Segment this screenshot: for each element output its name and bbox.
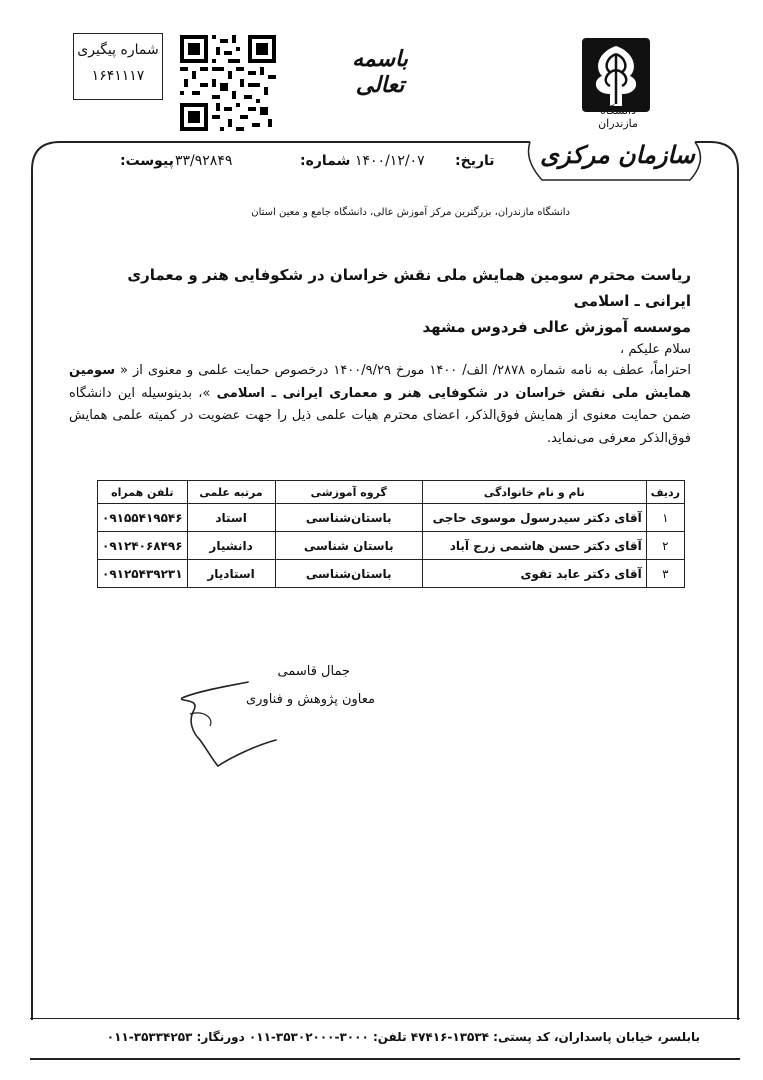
university-name: دانشگاه مازندران	[598, 104, 638, 130]
recipient-line-1: ریاست محترم سومین همایش ملی نقش خراسان در شکوفایی هنر و معماری ایرانی ـ اسلامی	[127, 266, 691, 310]
cell-rank: استاد	[187, 504, 275, 532]
body-conference-name: سومین همایش ملی نقش خراسان در شکوفایی هنر و معماری ایرانی ـ اسلامی	[69, 363, 691, 401]
table-header-row	[98, 481, 685, 504]
cell-name: آقای دکتر عابد تقوی	[422, 560, 646, 588]
header-row-number: ردیف	[646, 481, 684, 504]
signatory-name: جمال قاسمی	[277, 664, 350, 679]
letter-body	[69, 360, 691, 450]
cell-phone: ۰۹۱۲۴۰۶۸۴۹۶	[98, 532, 188, 560]
cell-group: باستان‌شناسی	[275, 504, 422, 532]
header-name: نام و نام خانوادگی	[422, 481, 646, 504]
table-row	[98, 532, 685, 560]
date-label: تاریخ:	[455, 153, 495, 169]
greeting: سلام علیکم ،	[620, 342, 691, 357]
footer-bottom-rule	[30, 1058, 740, 1060]
org-title: سازمان مرکزی	[540, 140, 695, 169]
footer-address: بابلسر، خیابان پاسداران، کد پستی: ۱۳۵۳۴-۴۷۴۱۶ تلفن: ۳۰۰۰-۳۵۳۰۲۰۰۰-۰۱۱ دورنگار: ۳۵۳۳۴۲۵۳-۰۱۱	[106, 1030, 700, 1044]
bismillah-heading: باسمه تعالی	[352, 46, 408, 98]
number-value: ۳۳/۹۲۸۴۹	[175, 153, 233, 169]
cell-phone: ۰۹۱۵۵۴۱۹۵۴۶	[98, 504, 188, 532]
members-table	[97, 480, 685, 588]
header-rank: مرتبه علمی	[187, 481, 275, 504]
tracking-box	[73, 33, 163, 100]
table-row	[98, 504, 685, 532]
table-row	[98, 560, 685, 588]
distribution-line: دانشگاه مازندران، بزرگترین مرکز آموزش عالی، دانشگاه جامع و معین استان	[251, 207, 570, 218]
footer-divider	[30, 1018, 740, 1019]
body-part-1: احتراماً، عطف به نامه شماره ۲۸۷۸/ الف/ ۱۴۰۰ مورخ ۱۴۰۰/۹/۲۹ درخصوص حمایت علمی و معنوی از «	[115, 363, 691, 378]
cell-rank: دانشیار	[187, 532, 275, 560]
header-phone: تلفن همراه	[98, 481, 188, 504]
signatory-title: معاون پژوهش و فناوری	[245, 692, 375, 707]
attachment-label: پیوست:	[120, 153, 174, 169]
date-value: ۱۴۰۰/۱۲/۰۷	[355, 153, 425, 169]
cell-name: آقای دکتر حسن هاشمی زرج آباد	[422, 532, 646, 560]
cell-row: ۱	[646, 504, 684, 532]
cell-group: باستان‌شناسی	[275, 560, 422, 588]
recipient-line-2: موسسه آموزش عالی فردوس مشهد	[422, 318, 691, 336]
recipient-block	[91, 262, 691, 340]
cell-row: ۳	[646, 560, 684, 588]
handwritten-signature-icon	[170, 670, 290, 770]
tracking-label: شماره پیگیری	[77, 42, 159, 58]
cell-name: آقای دکتر سیدرسول موسوی حاجی	[422, 504, 646, 532]
header-group: گروه آموزشی	[275, 481, 422, 504]
number-label: شماره:	[300, 153, 351, 169]
tracking-number: ۱۶۴۱۱۱۷	[91, 68, 145, 84]
cell-group: باستان شناسی	[275, 532, 422, 560]
qr-code-icon	[180, 35, 276, 131]
cell-rank: استادیار	[187, 560, 275, 588]
cell-phone: ۰۹۱۲۵۴۳۹۲۳۱	[98, 560, 188, 588]
body-part-2: »، بدینوسیله این دانشگاه ضمن حمایت معنوی از همایش فوق‌الذکر، اعضای محترم هیات علمی ذیل را جهت عضویت در کمیته علمی همایش فوق‌الذکر معرفی می‌نماید.	[69, 385, 691, 446]
cell-row: ۲	[646, 532, 684, 560]
